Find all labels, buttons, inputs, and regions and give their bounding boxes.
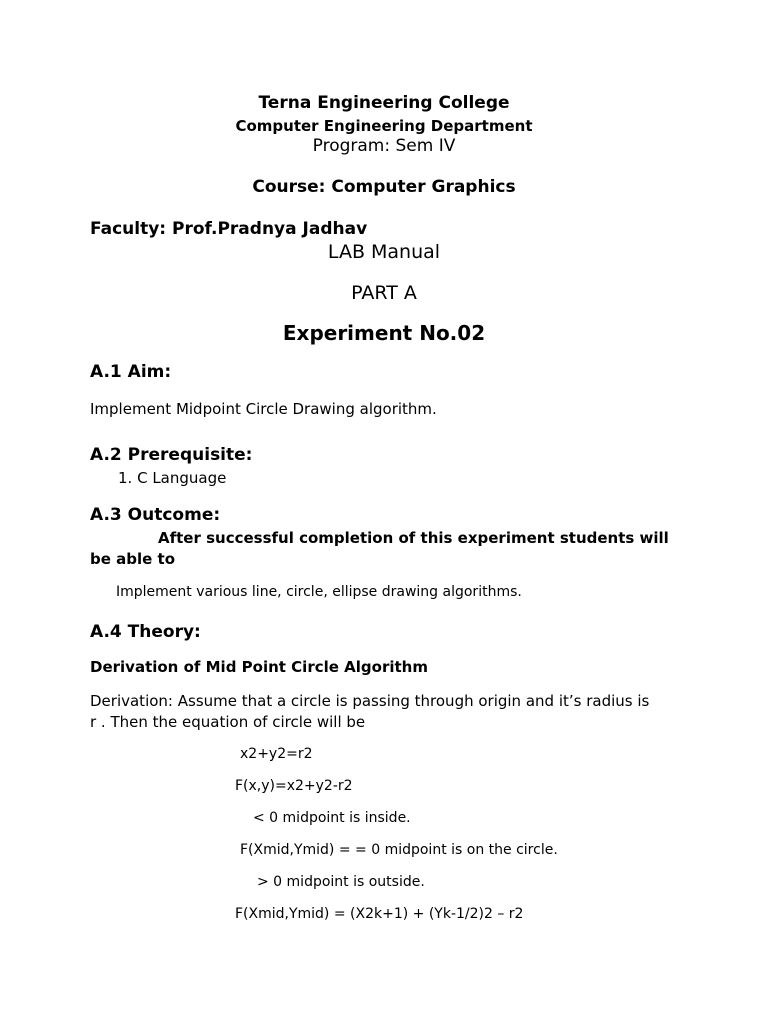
equation-inside: < 0 midpoint is inside. — [253, 810, 411, 826]
outcome-intro-line2: be able to — [90, 550, 176, 568]
equation-outside: > 0 midpoint is outside. — [257, 874, 425, 890]
theory-heading: A.4 Theory: — [90, 622, 201, 642]
derivation-line2: r . Then the equation of circle will be — [90, 713, 366, 731]
outcome-text: Implement various line, circle, ellipse drawing algorithms. — [116, 584, 522, 600]
equation-circle: x2+y2=r2 — [240, 746, 313, 762]
equation-decision: F(Xmid,Ymid) = (X2k+1) + (Yk-1/2)2 – r2 — [235, 906, 524, 922]
equation-function: F(x,y)=x2+y2-r2 — [235, 778, 353, 794]
department-name: Computer Engineering Department — [235, 117, 533, 135]
outcome-intro-line1: After successful completion of this experiment students will — [158, 529, 669, 547]
faculty-line: Faculty: Prof.Pradnya Jadhav — [90, 219, 368, 239]
college-name: Terna Engineering College — [258, 93, 510, 113]
program-line: Program: Sem IV — [312, 136, 456, 156]
aim-heading: A.1 Aim: — [90, 362, 172, 382]
lab-manual-title: LAB Manual — [327, 241, 441, 263]
prerequisite-heading: A.2 Prerequisite: — [90, 445, 253, 465]
equation-on-circle: F(Xmid,Ymid) = = 0 midpoint is on the circle. — [240, 842, 558, 858]
theory-subheading: Derivation of Mid Point Circle Algorithm — [90, 658, 428, 676]
prerequisite-item: 1. C Language — [118, 469, 227, 487]
outcome-heading: A.3 Outcome: — [90, 505, 221, 525]
derivation-line1: Derivation: Assume that a circle is passing through origin and it’s radius is — [90, 692, 650, 710]
course-line: Course: Computer Graphics — [252, 177, 516, 197]
part-title: PART A — [351, 282, 417, 304]
aim-text: Implement Midpoint Circle Drawing algorithm. — [90, 400, 437, 418]
experiment-title: Experiment No.02 — [282, 321, 486, 345]
